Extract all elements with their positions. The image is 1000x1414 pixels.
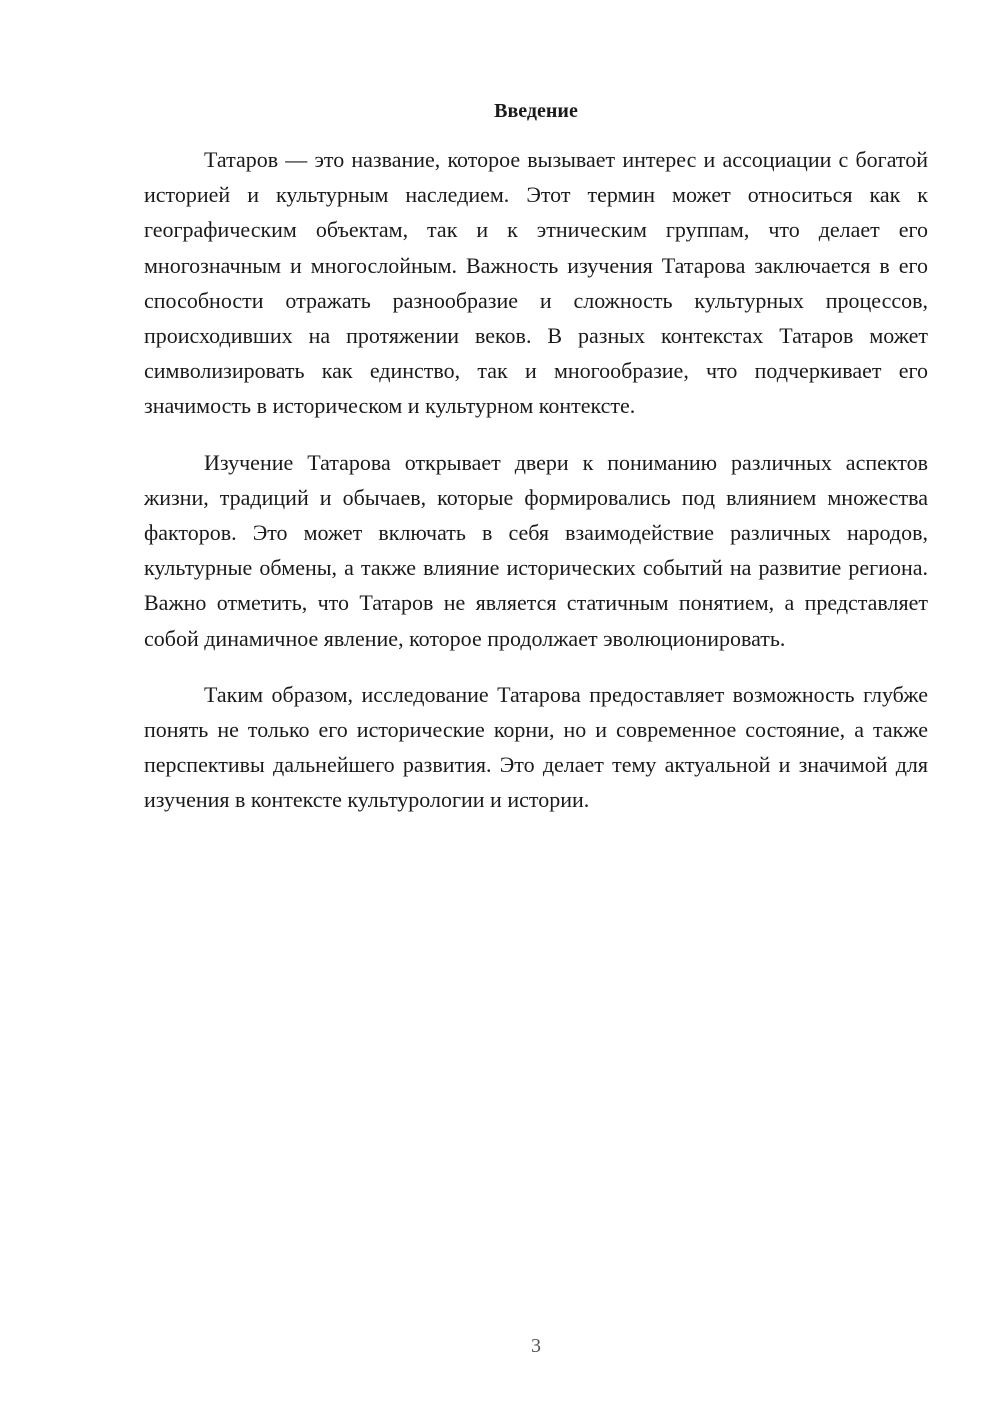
section-heading: Введение — [494, 100, 578, 122]
paragraph-2: Изучение Татарова открывает двери к пониманию различных аспектов жизни, традиций и обычаев, которые формировались под влиянием множества факторов. Это может включать в себя взаимодействие различных народов, культурные обмены, а также влияние исторических событий на развитие региона. Важно отметить, что Татаров не является статичным понятием, а представляет собой динамичное явление, которое продолжает эволюционировать. — [144, 449, 928, 651]
body-text — [144, 142, 928, 818]
paragraph-1: Татаров — это название, которое вызывает интерес и ассоциации с богатой историей и культурным наследием. Этот термин может относиться как к географическим объектам, так и к этническим группам, что делает его многозначным и многослойным. Важность изучения Татарова заключается в его способности отражать разнообразие и сложность культурных процессов, происходивших на протяжении веков. В разных контекстах Татаров может символизировать как единство, так и многообразие, что подчеркивает его значимость в историческом и культурном контексте. — [144, 147, 928, 419]
paragraph-3: Таким образом, исследование Татарова предоставляет возможность глубже понять не только его исторические корни, но и современное состояние, а также перспективы дальнейшего развития. Это делает тему актуальной и значимой для изучения в контексте культурологии и истории. — [144, 681, 928, 813]
page-number: 3 — [531, 1335, 541, 1357]
